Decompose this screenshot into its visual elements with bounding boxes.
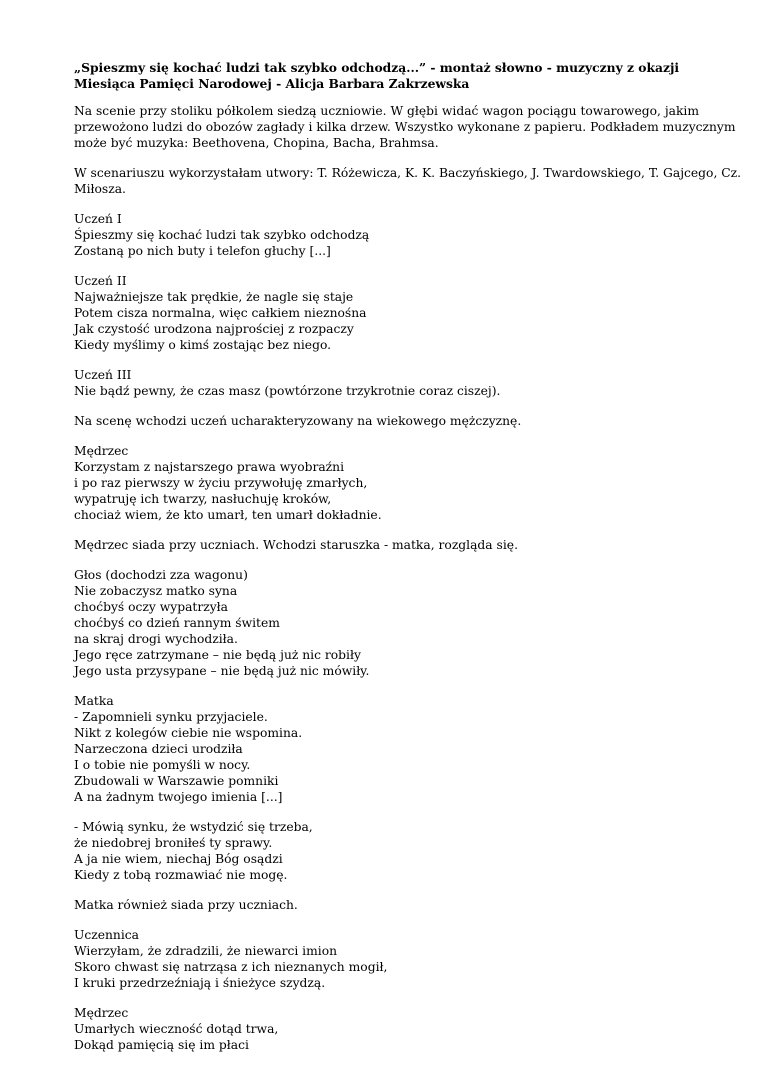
text-line: przewożono ludzi do obozów zagłady i kilka drzew. Wszystko wykonane z papieru. Podkładem muzycznym: [74, 120, 736, 134]
text-line: Jego usta przysypane – nie będą już nic mówiły.: [74, 664, 370, 678]
paragraph: [74, 693, 714, 805]
text-line: Mędrzec siada przy uczniach. Wchodzi staruszka - matka, rozgląda się.: [74, 538, 518, 552]
text-line: może być muzyka: Beethovena, Chopina, Bacha, Brahmsa.: [74, 136, 439, 150]
text-line: Śpieszmy się kochać ludzi tak szybko odchodzą: [74, 228, 370, 242]
text-line: - Zapomnieli synku przyjaciele.: [74, 710, 268, 724]
text-line: Miłosza.: [74, 182, 126, 196]
text-line: Matka: [74, 694, 114, 708]
text-line: Nie bądź pewny, że czas masz (powtórzone trzykrotnie coraz ciszej).: [74, 384, 501, 398]
document-body: [74, 103, 742, 1053]
text-line: na skraj drogi wychodziła.: [74, 632, 238, 646]
paragraph: [74, 367, 714, 399]
document-title: [74, 60, 714, 92]
paragraph: [74, 211, 714, 259]
text-line: Uczeń III: [74, 368, 132, 382]
paragraph: [74, 927, 714, 991]
paragraph: [74, 103, 736, 151]
text-line: Zostaną po nich buty i telefon głuchy [...]: [74, 244, 331, 258]
text-line: Głos (dochodzi zza wagonu): [74, 568, 248, 582]
paragraph: [74, 165, 742, 197]
text-line: Jak czystość urodzona najprościej z rozpaczy: [74, 322, 354, 336]
text-line: Potem cisza normalna, więc całkiem nieznośna: [74, 306, 367, 320]
title-line: „Spieszmy się kochać ludzi tak szybko odchodzą...” - montaż słowno - muzyczny z okazji: [74, 60, 680, 75]
text-line: Mędrzec: [74, 444, 129, 458]
text-line: Skoro chwast się natrząsa z ich nieznanych mogił,: [74, 960, 388, 974]
text-line: Najważniejsze tak prędkie, że nagle się staje: [74, 290, 354, 304]
paragraph: [74, 537, 714, 553]
text-line: Umarłych wieczność dotąd trwa,: [74, 1022, 279, 1036]
text-line: Na scenie przy stoliku półkolem siedzą uczniowie. W głębi widać wagon pociągu towarowego, jakim: [74, 104, 700, 118]
text-line: Nikt z kolegów ciebie nie wspomina.: [74, 726, 303, 740]
paragraph: [74, 897, 714, 913]
text-line: choćbyś co dzień rannym świtem: [74, 616, 280, 630]
text-line: W scenariuszu wykorzystałam utwory: T. Różewicza, K. K. Baczyńskiego, J. Twardowskiego, T. Gajcego, Cz.: [74, 166, 742, 180]
paragraph: [74, 273, 714, 353]
text-line: I kruki przedrzeźniają i śnieżyce szydzą.: [74, 976, 326, 990]
document-page: [74, 60, 742, 1067]
text-line: Korzystam z najstarszego prawa wyobraźni: [74, 460, 345, 474]
text-line: i po raz pierwszy w życiu przywołuję zmarłych,: [74, 476, 368, 490]
text-line: Uczennica: [74, 928, 139, 942]
paragraph: [74, 443, 714, 523]
text-line: że niedobrej broniłeś ty sprawy.: [74, 836, 273, 850]
paragraph: [74, 567, 714, 679]
text-line: Wierzyłam, że zdradzili, że niewarci imion: [74, 944, 338, 958]
paragraph: [74, 1005, 714, 1053]
text-line: Narzeczona dzieci urodziła: [74, 742, 243, 756]
text-line: Mędrzec: [74, 1006, 129, 1020]
text-line: Na scenę wchodzi uczeń ucharakteryzowany na wiekowego mężczyznę.: [74, 414, 522, 428]
title-line: Miesiąca Pamięci Narodowej - Alicja Barbara Zakrzewska: [74, 76, 470, 91]
text-line: choćbyś oczy wypatrzyła: [74, 600, 228, 614]
text-line: wypatruję ich twarzy, nasłuchuję kroków,: [74, 492, 332, 506]
text-line: Uczeń I: [74, 212, 122, 226]
text-line: Nie zobaczysz matko syna: [74, 584, 238, 598]
text-line: - Mówią synku, że wstydzić się trzeba,: [74, 820, 313, 834]
text-line: Kiedy z tobą rozmawiać nie mogę.: [74, 868, 288, 882]
text-line: chociaż wiem, że kto umarł, ten umarł dokładnie.: [74, 508, 382, 522]
paragraph: [74, 413, 714, 429]
paragraph: [74, 819, 714, 883]
text-line: Zbudowali w Warszawie pomniki: [74, 774, 279, 788]
text-line: A na żadnym twojego imienia [...]: [74, 790, 283, 804]
text-line: A ja nie wiem, niechaj Bóg osądzi: [74, 852, 283, 866]
text-line: Kiedy myślimy o kimś zostając bez niego.: [74, 338, 332, 352]
text-line: Uczeń II: [74, 274, 127, 288]
text-line: I o tobie nie pomyśli w nocy.: [74, 758, 251, 772]
text-line: Jego ręce zatrzymane – nie będą już nic robiły: [74, 648, 361, 662]
text-line: Dokąd pamięcią się im płaci: [74, 1038, 249, 1052]
text-line: Matka również siada przy uczniach.: [74, 898, 298, 912]
